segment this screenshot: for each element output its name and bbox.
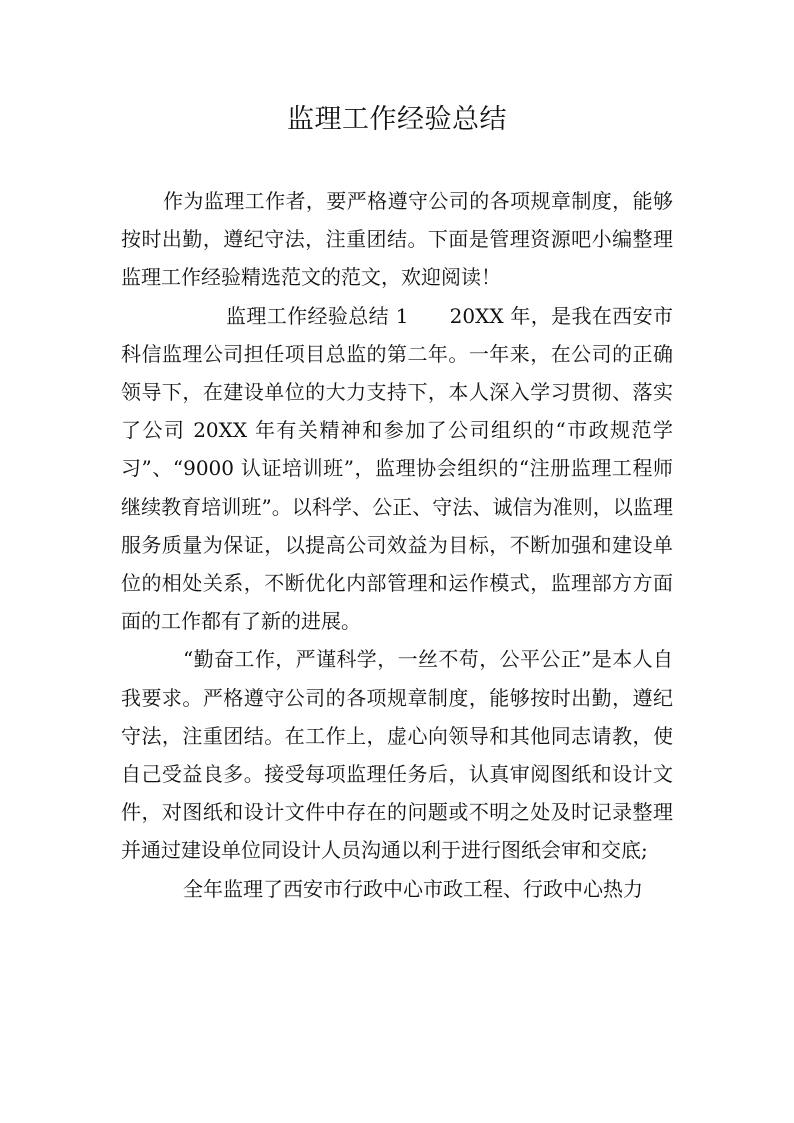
paragraph-summary-1: 监理工作经验总结 1 20XX 年，是我在西安市科信监理公司担任项目总监的第二年。一年来，在公司的正确领导下，在建设单位的大力支持下，本人深入学习贯彻、落实了公司 20XX 年有关精神和参加了公司组织的“市政规范学习”、“9000 认证培训班”，监理协会组织的“注册监理工程师继续教育培训班”。以科学、公正、守法、诚信为准则，以监理服务质量为保证，以提高公司效益为目标，不断加强和建设单位的相处关系，不断优化内部管理和运作模式，监理部方方面面的工作都有了新的进展。 [121, 303, 673, 634]
paragraph-self-requirements: “勤奋工作，严谨科学，一丝不苟，公平公正”是本人自我要求。严格遵守公司的各项规章制度，能够按时出勤，遵纪守法，注重团结。在工作上，虚心向领导和其他同志请教，使自己受益良多。接受每项监理任务后，认真审阅图纸和设计文件，对图纸和设计文件中存在的问题或不明之处及时记录整理并通过建设单位同设计人员沟通以利于进行图纸会审和交底; [121, 647, 673, 863]
paragraph-projects: 全年监理了西安市行政中心市政工程、行政中心热力 [183, 876, 643, 901]
document-body [121, 182, 673, 908]
document-title: 监理工作经验总结 [287, 104, 507, 135]
paragraph-intro: 作为监理工作者，要严格遵守公司的各项规章制度，能够按时出勤，遵纪守法，注重团结。下面是管理资源吧小编整理监理工作经验精选范文的范文，欢迎阅读！ [121, 189, 673, 290]
